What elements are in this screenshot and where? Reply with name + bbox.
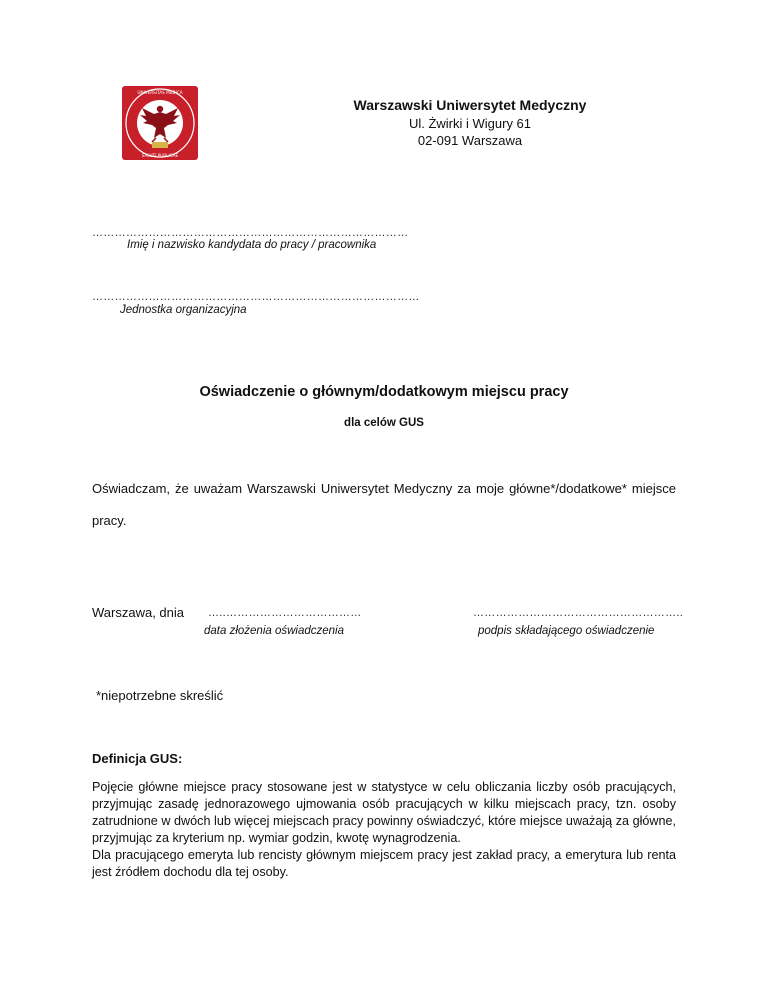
university-seal-logo xyxy=(110,84,210,162)
declaration-line-1: Oświadczam, że uważam Warszawski Uniwersytet Medyczny za moje główne*/dodatkowe* miejsce xyxy=(92,481,676,496)
document-title: Oświadczenie o głównym/dodatkowym miejscu pracy xyxy=(199,384,569,400)
date-field-dots[interactable]: …..……………………………… xyxy=(208,607,362,619)
footnote-strike-out: *niepotrzebne skreślić xyxy=(96,688,224,703)
signature-caption: podpis składającego oświadczenie xyxy=(478,625,655,637)
seal-emblem-icon xyxy=(110,84,210,162)
university-name: Warszawski Uniwersytet Medyczny xyxy=(353,97,587,113)
date-caption: data złożenia oświadczenia xyxy=(204,625,345,637)
svg-text:SALUTI PUBLICAE: SALUTI PUBLICAE xyxy=(141,153,179,158)
name-field-caption: Imię i nazwisko kandydata do pracy / pracownika xyxy=(127,239,377,251)
definition-paragraph-1: Pojęcie główne miejsce pracy stosowane jest w statystyce w celu obliczania liczby osób pracujących, przyjmując zasadę jednorazowego ujmowania osób pracujących w kilku miejscach pracy, tzn. osoby zatrudnione w dwóch lub więcej miejscach pracy powinny oświadczyć, które miejsce uważają za główne, przyjmując za kryterium np. wymiar godzin, kwotę wynagrodzenia. xyxy=(92,780,676,845)
document-subtitle: dla celów GUS xyxy=(344,417,424,429)
definition-paragraph-2: Dla pracującego emeryta lub rencisty głównym miejscem pracy jest zakład pracy, a emerytura lub renta jest źródłem dochodu dla tej osoby. xyxy=(92,848,676,879)
svg-text:UNIVERSITAS MEDICA: UNIVERSITAS MEDICA xyxy=(137,90,183,95)
definition-heading: Definicja GUS: xyxy=(92,751,183,766)
address-city: 02-091 Warszawa xyxy=(417,133,523,148)
name-field-dots[interactable]: ………………………………………………………………………… xyxy=(92,227,409,239)
signature-field-dots[interactable]: ……………………………………………….. xyxy=(473,607,684,619)
place-date-label: Warszawa, dnia xyxy=(92,605,184,620)
unit-field-caption: Jednostka organizacyjna xyxy=(120,304,247,316)
unit-field-dots[interactable]: …………………………………………………………………………… xyxy=(92,291,420,303)
address-street: Ul. Żwirki i Wigury 61 xyxy=(408,116,532,131)
declaration-line-2: pracy. xyxy=(92,513,127,528)
